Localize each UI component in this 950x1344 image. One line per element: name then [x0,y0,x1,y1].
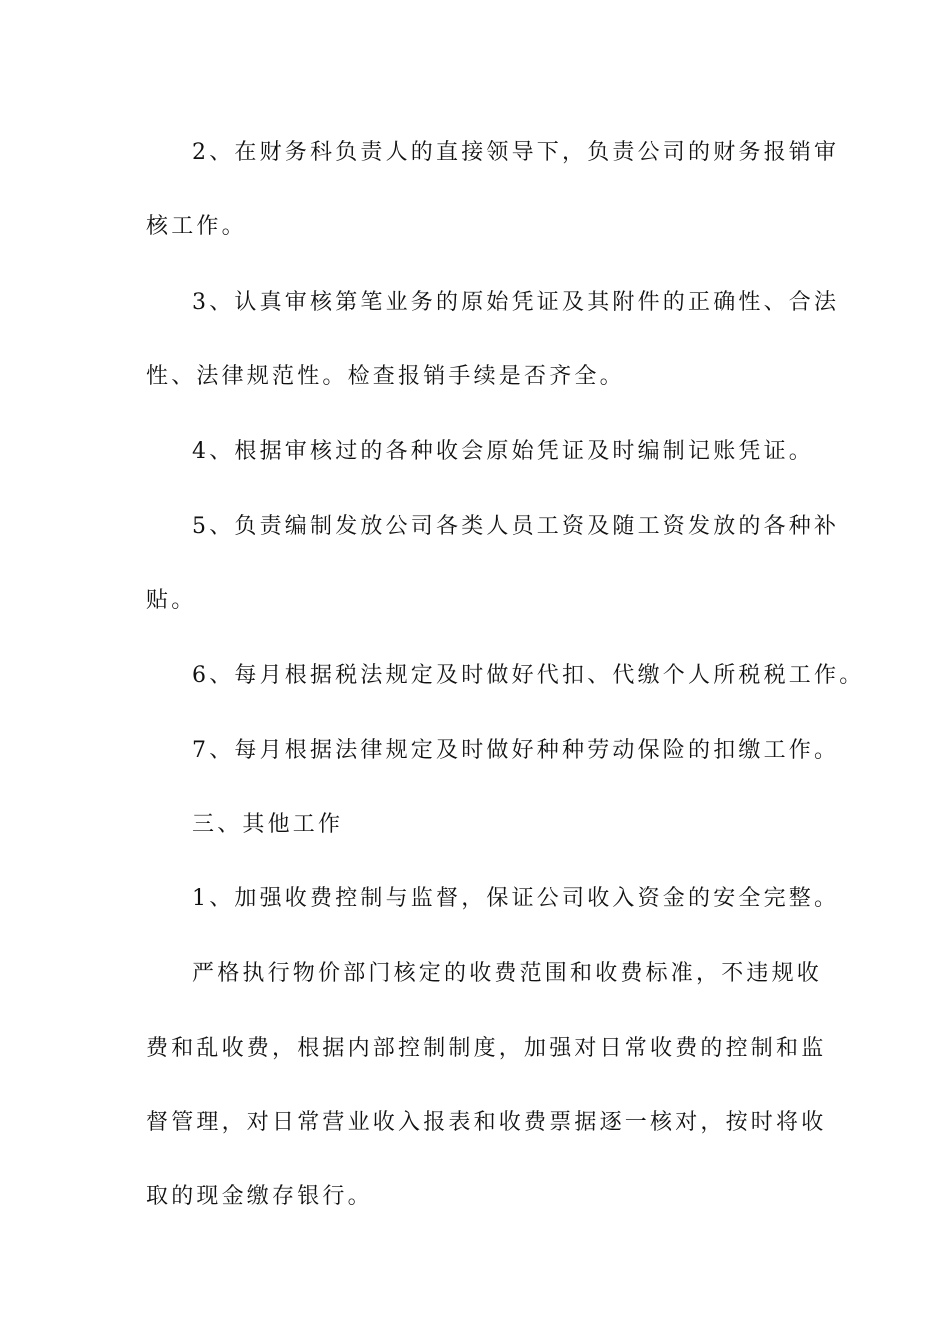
paragraph-line: 5、负责编制发放公司各类人员工资及随工资发放的各种补 [192,514,840,539]
paragraph-line: 性、法律规范性。检查报销手续是否齐全。 [146,364,625,389]
paragraph-line: 费和乱收费，根据内部控制制度，加强对日常收费的控制和监 [146,1036,827,1061]
paragraph-line: 核工作。 [146,214,247,239]
paragraph-line: 2、在财务科负责人的直接领导下，负责公司的财务报销审 [192,140,840,165]
paragraph-line: 严格执行物价部门核定的收费范围和收费标准，不违规收 [192,961,823,986]
paragraph-line: 贴。 [146,588,197,613]
section-heading: 三、其他工作 [192,812,344,837]
paragraph-line: 7、每月根据法律规定及时做好种种劳动保险的扣缴工作。 [192,738,840,763]
paragraph-line: 取的现金缴存银行。 [146,1184,373,1209]
paragraph-line: 1、加强收费控制与监督，保证公司收入资金的安全完整。 [192,886,840,911]
paragraph-line: 4、根据审核过的各种收会原始凭证及时编制记账凭证。 [192,439,814,464]
paragraph-line: 3、认真审核第笔业务的原始凭证及其附件的正确性、合法 [192,290,840,315]
paragraph-line: 6、每月根据税法规定及时做好代扣、代缴个人所税税工作。 [192,663,865,688]
paragraph-line: 督管理，对日常营业收入报表和收费票据逐一核对，按时将收 [146,1110,827,1135]
